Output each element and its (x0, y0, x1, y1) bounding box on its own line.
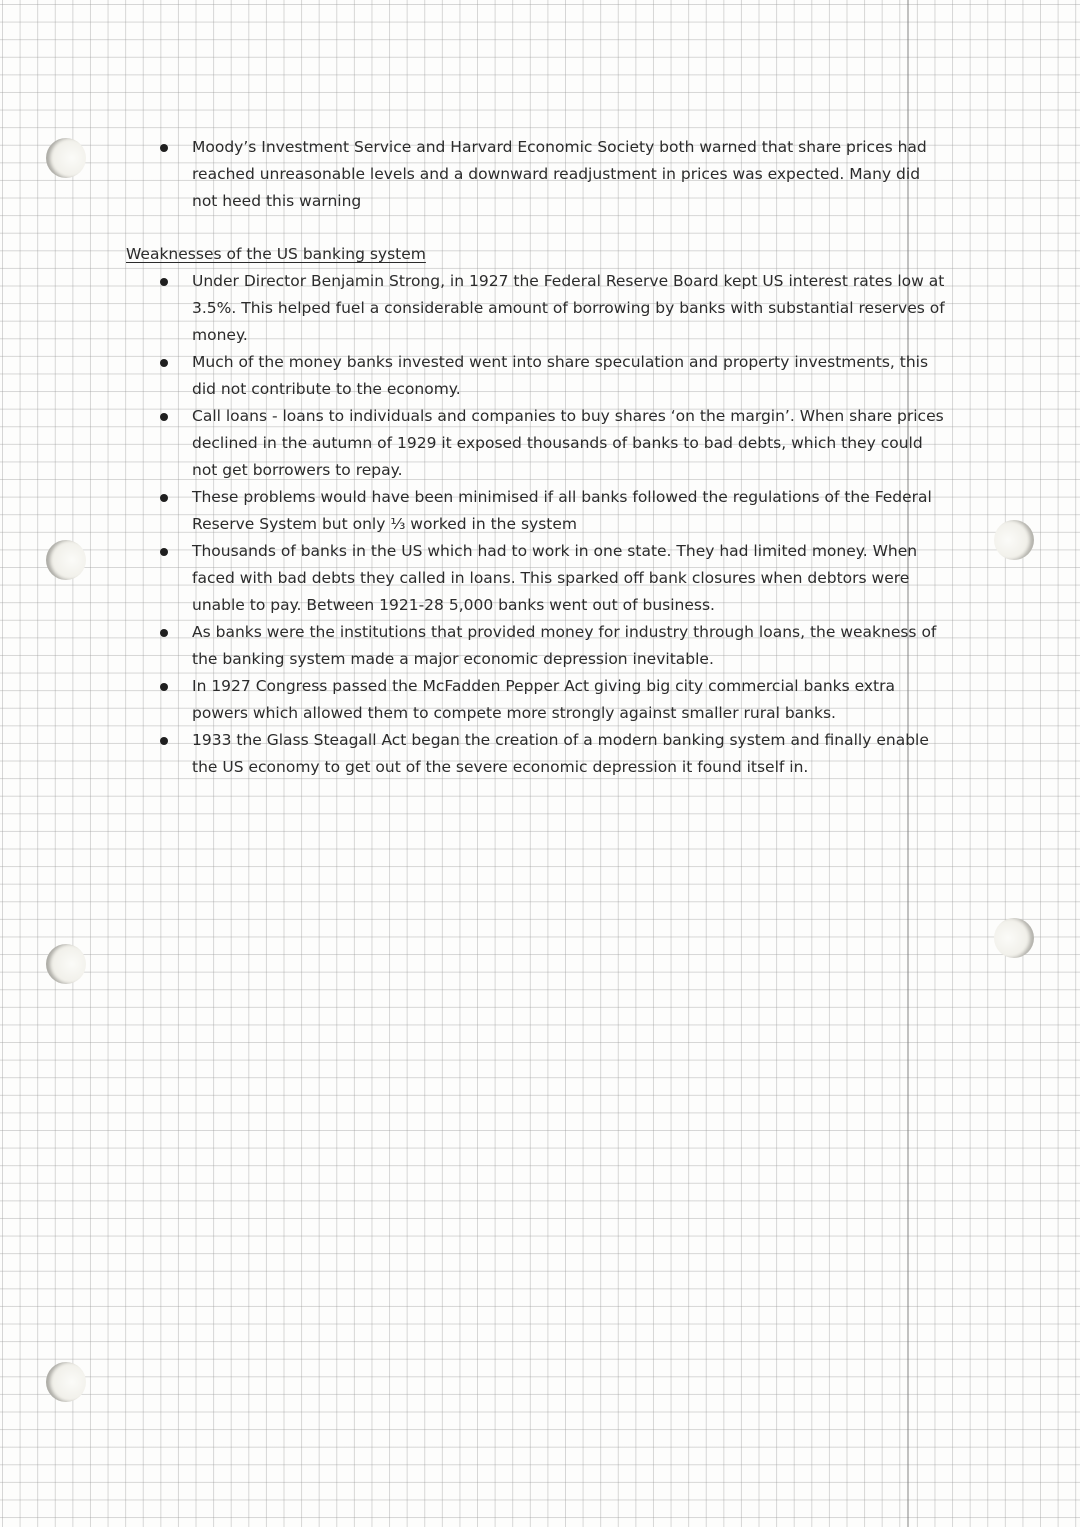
notes-content (126, 134, 946, 781)
bullet-item: Thousands of banks in the US which had to work in one state. They had limited money. When faced with bad debts they called in loans. This sparked off bank closures when debtors were unable to pay. Between 1921-28 5,000 banks went out of business. (126, 538, 946, 619)
punch-hole (46, 540, 86, 580)
intro-bullet-list (126, 134, 946, 215)
bullet-item: 1933 the Glass Steagall Act began the creation of a modern banking system and finally enable the US economy to get out of the severe economic depression it found itself in. (126, 727, 946, 781)
bullet-item: Moody’s Investment Service and Harvard Economic Society both warned that share prices had reached unreasonable levels and a downward readjustment in prices was expected. Many did not heed this warning (126, 134, 946, 215)
bullet-item: Under Director Benjamin Strong, in 1927 the Federal Reserve Board kept US interest rates low at 3.5%. This helped fuel a considerable amount of borrowing by banks with substantial reserves of money. (126, 268, 946, 349)
punch-hole (994, 520, 1034, 560)
bullet-item: Much of the money banks invested went into share speculation and property investments, this did not contribute to the economy. (126, 349, 946, 403)
section-bullet-list (126, 268, 946, 781)
bullet-item: These problems would have been minimised if all banks followed the regulations of the Federal Reserve System but only ⅓ worked in the system (126, 484, 946, 538)
punch-hole (46, 944, 86, 984)
punch-hole (994, 918, 1034, 958)
punch-hole (46, 1362, 86, 1402)
bullet-item: In 1927 Congress passed the McFadden Pepper Act giving big city commercial banks extra powers which allowed them to compete more strongly against smaller rural banks. (126, 673, 946, 727)
bullet-item: As banks were the institutions that provided money for industry through loans, the weakness of the banking system made a major economic depression inevitable. (126, 619, 946, 673)
punch-hole (46, 138, 86, 178)
section-heading: Weaknesses of the US banking system (126, 245, 426, 263)
bullet-item: Call loans - loans to individuals and companies to buy shares ‘on the margin’. When share prices declined in the autumn of 1929 it exposed thousands of banks to bad debts, which they could not get borrowers to repay. (126, 403, 946, 484)
